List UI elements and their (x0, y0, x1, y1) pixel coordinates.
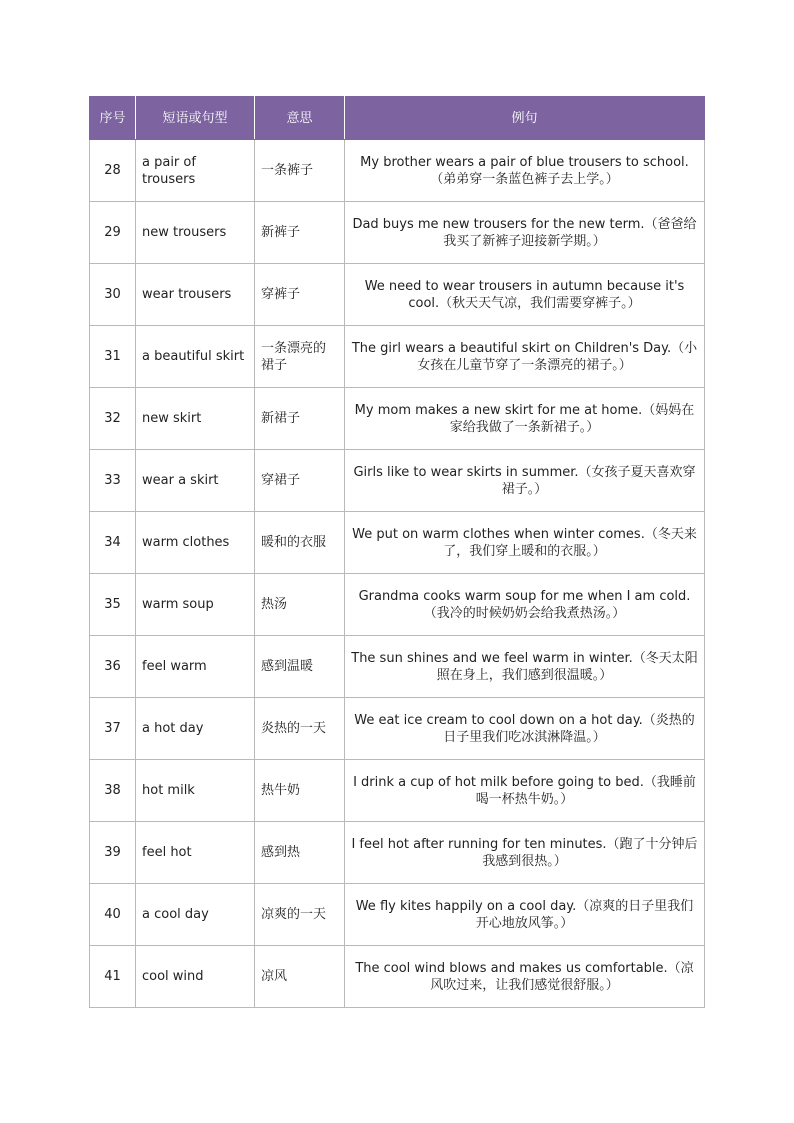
phrase-cell: a cool day (136, 884, 255, 946)
row-number: 34 (90, 512, 136, 574)
phrase-cell: a pair of trousers (136, 140, 255, 202)
table-row (90, 760, 705, 822)
vocabulary-table (89, 96, 705, 1008)
header-row (90, 97, 705, 140)
table-row (90, 326, 705, 388)
table-body (90, 140, 705, 1008)
example-cell: The girl wears a beautiful skirt on Children's Day.（小女孩在儿童节穿了一条漂亮的裙子。） (345, 326, 705, 388)
meaning-cell: 感到热 (255, 822, 345, 884)
table-row (90, 512, 705, 574)
row-number: 28 (90, 140, 136, 202)
example-cell: The cool wind blows and makes us comfortable.（凉风吹过来，让我们感觉很舒服。） (345, 946, 705, 1008)
table-row (90, 884, 705, 946)
row-number: 39 (90, 822, 136, 884)
row-number: 40 (90, 884, 136, 946)
example-cell: We eat ice cream to cool down on a hot day.（炎热的日子里我们吃冰淇淋降温。） (345, 698, 705, 760)
meaning-cell: 凉风 (255, 946, 345, 1008)
table-row (90, 450, 705, 512)
example-cell: The sun shines and we feel warm in winter.（冬天太阳照在身上，我们感到很温暖。） (345, 636, 705, 698)
phrase-cell: wear a skirt (136, 450, 255, 512)
row-number: 35 (90, 574, 136, 636)
example-cell: We need to wear trousers in autumn because it's cool.（秋天天气凉，我们需要穿裤子。） (345, 264, 705, 326)
meaning-cell: 新裙子 (255, 388, 345, 450)
table-row (90, 822, 705, 884)
table-header (90, 97, 705, 140)
row-number: 41 (90, 946, 136, 1008)
meaning-cell: 穿裤子 (255, 264, 345, 326)
row-number: 30 (90, 264, 136, 326)
example-cell: My mom makes a new skirt for me at home.（妈妈在家给我做了一条新裙子。） (345, 388, 705, 450)
meaning-cell: 炎热的一天 (255, 698, 345, 760)
table-row (90, 946, 705, 1008)
meaning-cell: 穿裙子 (255, 450, 345, 512)
row-number: 32 (90, 388, 136, 450)
meaning-cell: 热汤 (255, 574, 345, 636)
row-number: 29 (90, 202, 136, 264)
example-cell: Grandma cooks warm soup for me when I am cold.（我冷的时候奶奶会给我煮热汤。） (345, 574, 705, 636)
meaning-cell: 感到温暖 (255, 636, 345, 698)
table-row (90, 636, 705, 698)
phrase-cell: feel hot (136, 822, 255, 884)
phrase-cell: new trousers (136, 202, 255, 264)
meaning-cell: 暖和的衣服 (255, 512, 345, 574)
meaning-cell: 新裤子 (255, 202, 345, 264)
row-number: 36 (90, 636, 136, 698)
meaning-cell: 热牛奶 (255, 760, 345, 822)
phrase-cell: feel warm (136, 636, 255, 698)
table-row (90, 574, 705, 636)
phrase-cell: a hot day (136, 698, 255, 760)
table-row (90, 202, 705, 264)
example-cell: My brother wears a pair of blue trousers to school.（弟弟穿一条蓝色裤子去上学。） (345, 140, 705, 202)
phrase-cell: cool wind (136, 946, 255, 1008)
example-cell: Dad buys me new trousers for the new term.（爸爸给我买了新裤子迎接新学期。） (345, 202, 705, 264)
header-phrase: 短语或句型 (136, 97, 255, 140)
phrase-cell: warm soup (136, 574, 255, 636)
phrase-cell: hot milk (136, 760, 255, 822)
example-cell: We put on warm clothes when winter comes.（冬天来了，我们穿上暖和的衣服。） (345, 512, 705, 574)
row-number: 38 (90, 760, 136, 822)
phrase-cell: warm clothes (136, 512, 255, 574)
table-row (90, 388, 705, 450)
table-row (90, 698, 705, 760)
header-meaning: 意思 (255, 97, 345, 140)
row-number: 31 (90, 326, 136, 388)
example-cell: I feel hot after running for ten minutes.（跑了十分钟后我感到很热。） (345, 822, 705, 884)
row-number: 37 (90, 698, 136, 760)
meaning-cell: 一条裤子 (255, 140, 345, 202)
header-example: 例句 (345, 97, 705, 140)
example-cell: I drink a cup of hot milk before going to bed.（我睡前喝一杯热牛奶。） (345, 760, 705, 822)
meaning-cell: 一条漂亮的裙子 (255, 326, 345, 388)
phrase-cell: new skirt (136, 388, 255, 450)
table-row (90, 264, 705, 326)
row-number: 33 (90, 450, 136, 512)
table-row (90, 140, 705, 202)
header-no: 序号 (90, 97, 136, 140)
example-cell: Girls like to wear skirts in summer.（女孩子夏天喜欢穿裙子。） (345, 450, 705, 512)
phrase-cell: a beautiful skirt (136, 326, 255, 388)
phrase-cell: wear trousers (136, 264, 255, 326)
meaning-cell: 凉爽的一天 (255, 884, 345, 946)
example-cell: We fly kites happily on a cool day.（凉爽的日子里我们开心地放风筝。） (345, 884, 705, 946)
